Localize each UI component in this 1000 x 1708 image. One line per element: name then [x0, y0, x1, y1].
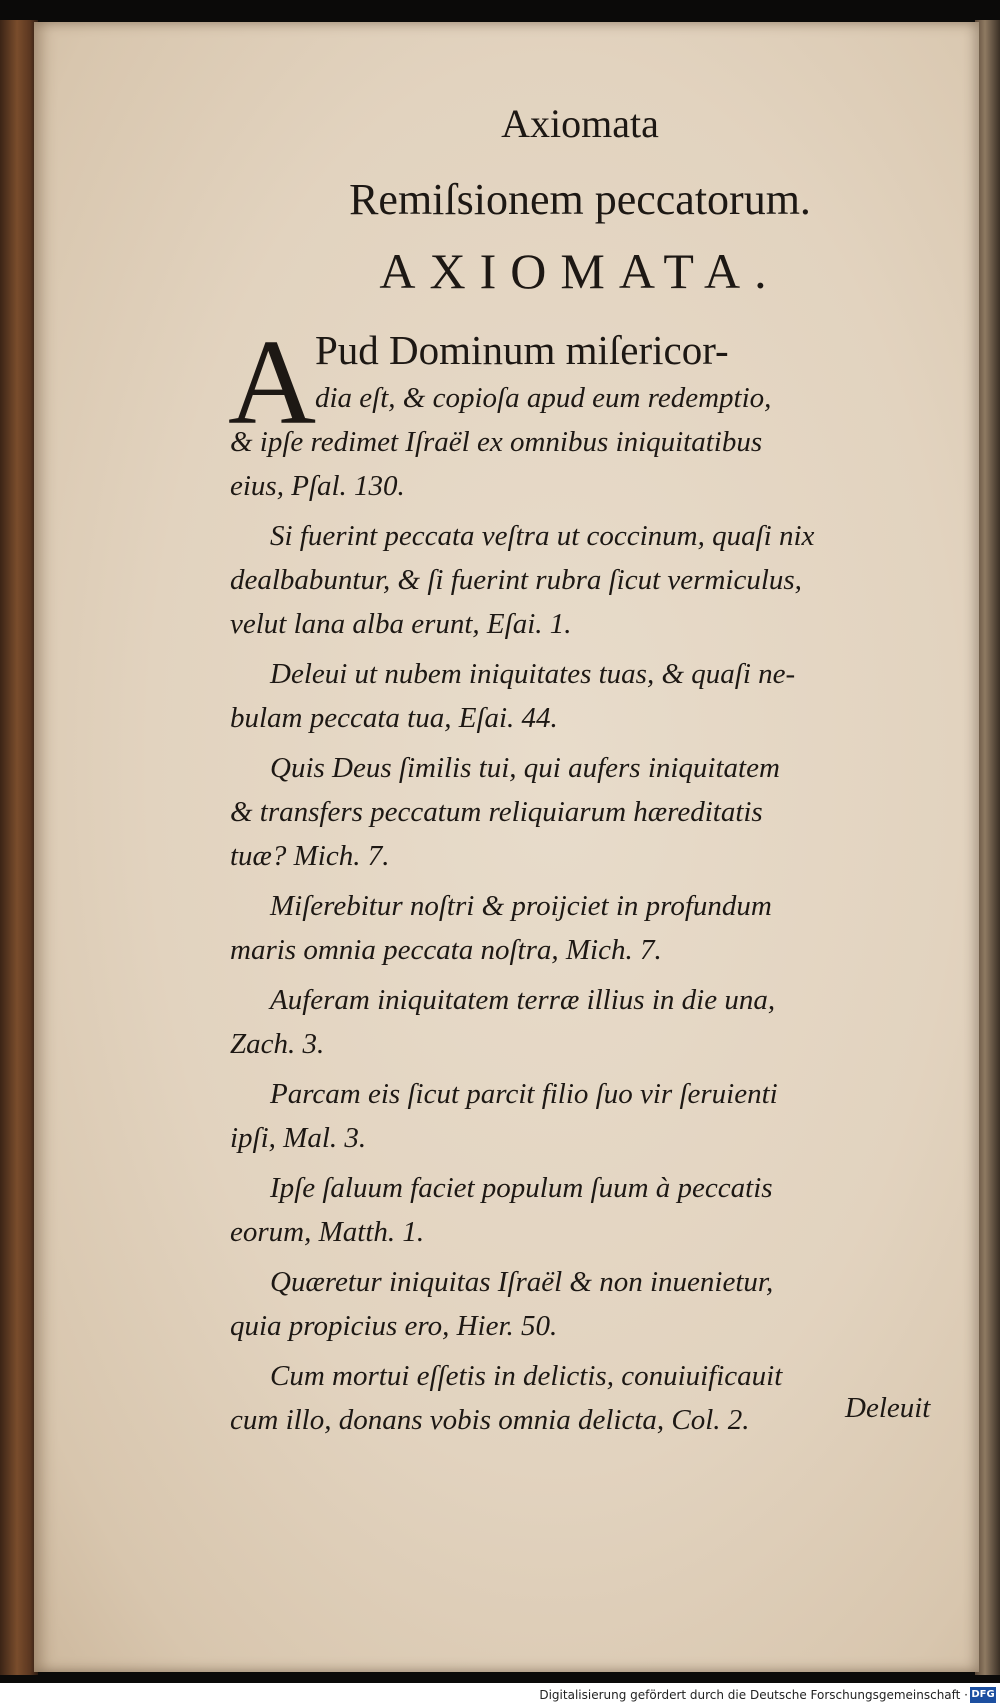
verse-line: eorum, Matth. 1. — [230, 1216, 425, 1248]
verse-paragraph — [230, 652, 930, 740]
first-paragraph-line-3: & ipſe redimet Iſraël ex omnibus iniquitatibus — [230, 426, 763, 458]
running-title: Axiomata — [501, 101, 659, 146]
verse-line: quia propicius ero, Hier. 50. — [230, 1310, 558, 1342]
verse-line: Zach. 3. — [230, 1028, 325, 1060]
first-paragraph-line-2: dia eſt, & copioſa apud eum redemptio, — [315, 382, 772, 414]
verse-line: ipſi, Mal. 3. — [230, 1122, 367, 1154]
verse-paragraph — [230, 1354, 930, 1442]
verse-line: dealbabuntur, & ſi fuerint rubra ſicut vermiculus, — [230, 564, 802, 596]
verse-line: Miſerebitur noſtri & proijciet in profundum — [270, 890, 772, 922]
catchword: Deleuit — [845, 1392, 931, 1424]
verse-paragraph — [230, 746, 930, 878]
verse-line: Quis Deus ſimilis tui, qui aufers iniquitatem — [270, 752, 780, 784]
verse-line: velut lana alba erunt, Eſai. 1. — [230, 608, 572, 640]
first-paragraph — [190, 315, 890, 508]
verse-paragraph — [230, 978, 930, 1066]
page-subtitle: Remiſsionem peccatorum. — [349, 175, 811, 224]
verse-paragraph — [230, 884, 930, 972]
verse-paragraph — [230, 1072, 930, 1160]
section-title: AXIOMATA. — [379, 243, 781, 299]
verse-line: & transfers peccatum reliquiarum hæreditatis — [230, 796, 763, 828]
verse-line: Ipſe ſaluum faciet populum ſuum à peccatis — [270, 1172, 773, 1204]
verse-paragraph — [230, 514, 930, 646]
footer-credit: Digitalisierung gefördert durch die Deutsche Forschungsgemeinschaft · — [539, 1688, 968, 1702]
text-block — [230, 74, 970, 1442]
verse-line: Cum mortui eſſetis in delictis, conuiuificauit — [270, 1360, 783, 1392]
drop-cap: A — [228, 315, 317, 450]
first-paragraph-line-1: Pud Dominum miſericor- — [315, 327, 729, 373]
book-page — [34, 22, 979, 1672]
footer-bar — [0, 1683, 1000, 1708]
verse-paragraph — [230, 1260, 930, 1348]
first-paragraph-line-4: eius, Pſal. 130. — [230, 470, 405, 502]
verse-line: Auferam iniquitatem terræ illius in die una, — [270, 984, 776, 1016]
verse-line: Si fuerint peccata veſtra ut coccinum, quaſi nix — [270, 520, 815, 552]
verse-line: Deleui ut nubem iniquitates tuas, & quaſi ne- — [270, 658, 796, 690]
verse-line: Quæretur iniquitas Iſraël & non inuenietur, — [270, 1266, 774, 1298]
verse-line: tuæ? Mich. 7. — [230, 840, 390, 872]
verse-line: cum illo, donans vobis omnia delicta, Col. 2. — [230, 1404, 750, 1436]
dfg-logo-icon: DFG — [970, 1687, 996, 1703]
verse-line: maris omnia peccata noſtra, Mich. 7. — [230, 934, 662, 966]
verse-paragraph — [230, 1166, 930, 1254]
book-binding-left — [0, 20, 38, 1675]
verse-line: Parcam eis ſicut parcit filio ſuo vir ſeruienti — [270, 1078, 778, 1110]
verse-paragraphs — [230, 514, 970, 1442]
verse-line: bulam peccata tua, Eſai. 44. — [230, 702, 558, 734]
